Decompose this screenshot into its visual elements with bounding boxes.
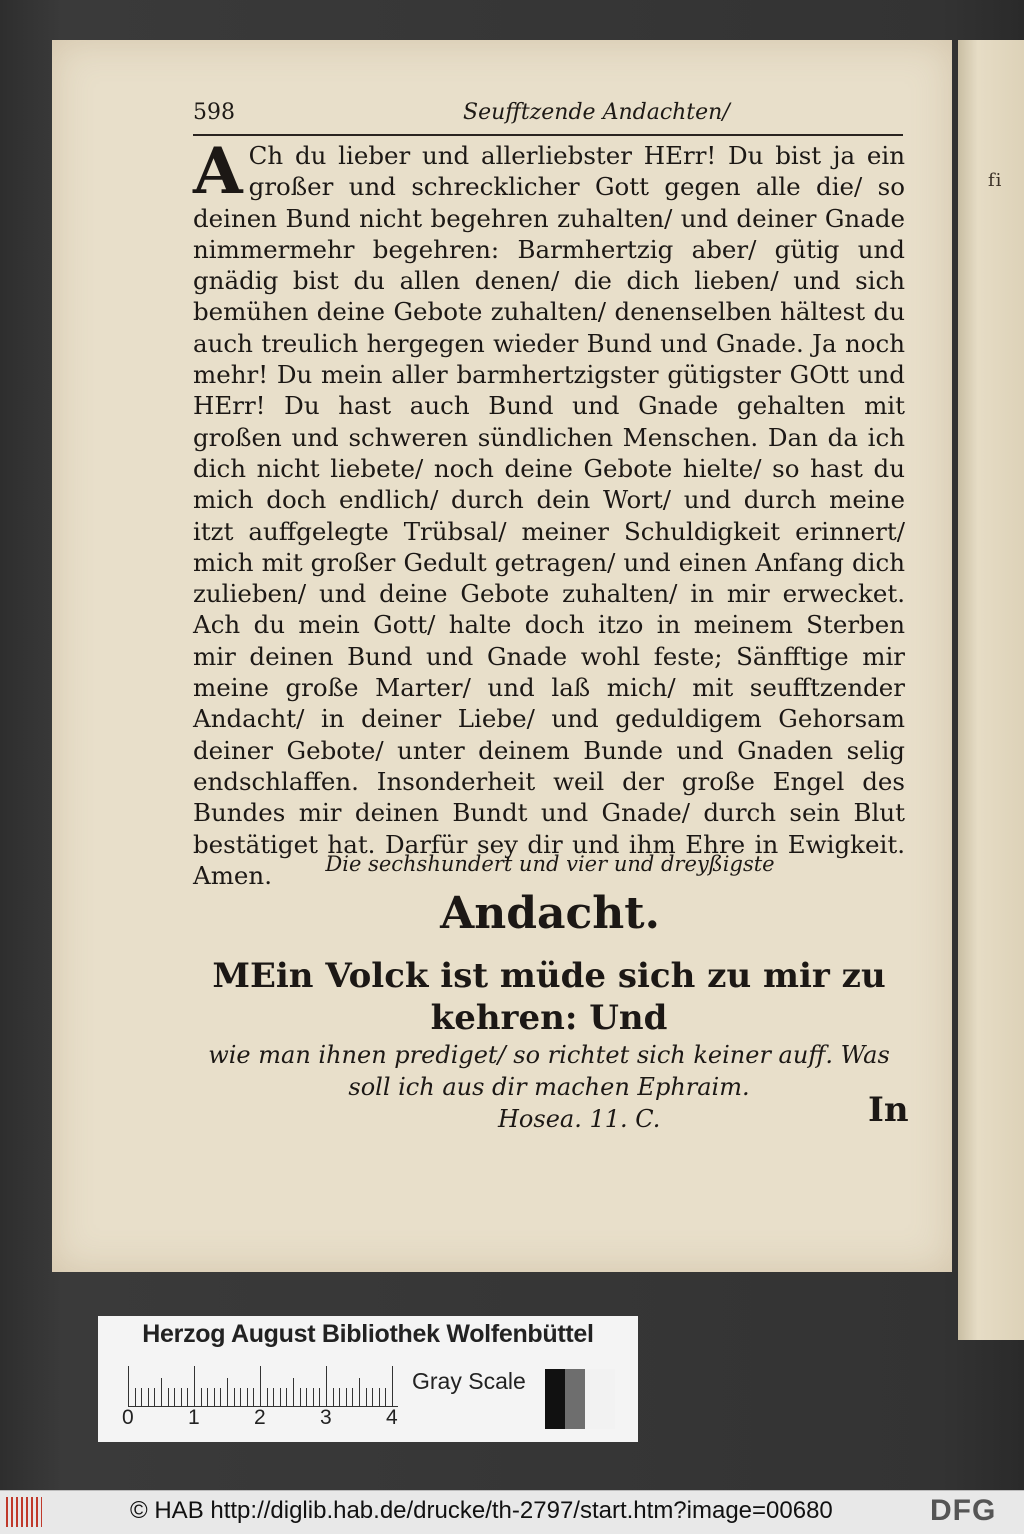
gray-swatch-black xyxy=(545,1369,565,1429)
ruler-tick xyxy=(300,1388,301,1406)
ruler-tick xyxy=(346,1388,347,1406)
ruler-tick xyxy=(253,1388,254,1406)
gray-scale-label: Gray Scale xyxy=(412,1368,526,1394)
ruler-tick xyxy=(201,1388,202,1406)
gray-swatch-mid xyxy=(565,1369,585,1429)
ruler-tick xyxy=(293,1378,294,1406)
ruler-tick xyxy=(366,1388,367,1406)
library-name: Herzog August Bibliothek Wolfenbüttel xyxy=(142,1320,594,1348)
verse-line-1: MEin Volck ist müde sich zu mir zu kehren: Und xyxy=(212,956,886,1038)
bible-verse xyxy=(193,955,905,1135)
ruler-tick xyxy=(273,1388,274,1406)
ruler-tick xyxy=(352,1388,353,1406)
ruler-tick xyxy=(227,1378,228,1406)
page-number: 598 xyxy=(193,100,235,125)
ruler-number: 0 xyxy=(122,1406,134,1429)
verse-line-3: soll ich aus dir machen Ephraim. xyxy=(348,1073,750,1101)
ruler-tick xyxy=(128,1366,129,1406)
ruler-tick xyxy=(135,1388,136,1406)
ruler-tick xyxy=(187,1388,188,1406)
dfg-logo: DFG xyxy=(930,1494,997,1527)
running-title: Seufftzende Andachten/ xyxy=(463,100,730,125)
ruler-tick xyxy=(392,1366,393,1406)
ruler-tick xyxy=(286,1388,287,1406)
drop-cap: A xyxy=(193,134,243,209)
page-header xyxy=(193,100,903,136)
ruler-tick xyxy=(260,1366,261,1406)
ruler-tick xyxy=(174,1388,175,1406)
ruler-tick xyxy=(240,1388,241,1406)
verse-reference: Hosea. 11. C. xyxy=(498,1105,661,1133)
ruler-tick xyxy=(234,1388,235,1406)
ruler-tick xyxy=(333,1388,334,1406)
ruler-tick xyxy=(267,1388,268,1406)
ruler-tick xyxy=(379,1388,380,1406)
ruler-tick xyxy=(372,1388,373,1406)
verse-line-2: wie man ihnen prediget/ so richtet sich keiner auff. Was xyxy=(208,1041,890,1069)
viewer-footer xyxy=(0,1490,1024,1534)
facing-page-text: fi xyxy=(988,170,1003,191)
ruler-number: 2 xyxy=(254,1406,266,1429)
hab-logo-icon xyxy=(6,1497,42,1527)
prayer-text xyxy=(193,134,905,891)
ruler-tick xyxy=(168,1388,169,1406)
ruler-tick xyxy=(280,1388,281,1406)
ruler-tick xyxy=(359,1378,360,1406)
section-title: Andacht. xyxy=(440,888,660,939)
ruler-tick xyxy=(326,1366,327,1406)
gray-swatch-white xyxy=(585,1369,615,1429)
ruler-tick xyxy=(385,1388,386,1406)
copyright-link[interactable]: © HAB http://diglib.hab.de/drucke/th-2797/start.htm?image=00680 xyxy=(130,1497,833,1524)
ruler-tick xyxy=(306,1388,307,1406)
ruler-tick xyxy=(247,1388,248,1406)
ruler-number: 4 xyxy=(386,1406,398,1429)
ruler xyxy=(128,1366,398,1407)
catchword: In xyxy=(868,1090,909,1130)
ruler-tick xyxy=(181,1388,182,1406)
facing-page-edge xyxy=(958,40,1024,1340)
prayer-body: Ch du lieber und allerliebster HErr! Du bist ja ein großer und schrecklicher Gott gegen alle die/ so deinen Bund nicht begehren zuhalten/ und deiner Gnade nimmermehr begehren: Barmhertzig aber/ gütig und gnädig bist du allen denen/ die dich lieben/ und sich bemühen deine Gebote zuhalten/ denenselben hältest du auch treulich hergegen wieder Bund und Gnade. Ja noch mehr! Du mein aller barmhertzigster gütigster GOtt und HErr! Du hast auch Bund und Gnade gehalten mit großen und schweren sündlichen Menschen. Dan da ich dich nicht liebete/ noch deine Gebote hielte/ so hast du mich doch endlich/ durch dein Wort/ und durch meine itzt auffgelegte Trübsal/ meiner Schuldigkeit erinnert/ mich mit großer Gedult getragen/ und einen Anfang dich zulieben/ und deine Gebote zuhalten/ in mir erwecket. Ach du mein Gott/ halte doch itzo in meinem Sterben mir deinen Bund und Gnade wohl feste; Sänfftige mir meine große Marter/ und laß mich/ mit seufftzender Andacht/ in deiner Liebe/ und geduldigem Gehorsam deiner Gebote/ unter deinem Bunde und Gnaden selig endschlaffen. Insonderheit weil der große Engel des Bundes mir deinen Bundt und Gnade/ durch sein Blut bestätiget hat. Darfür sey dir und ihm Ehre in Ewigkeit. Amen. xyxy=(193,141,905,890)
ruler-tick xyxy=(207,1388,208,1406)
ruler-number: 1 xyxy=(188,1406,200,1429)
ruler-tick xyxy=(194,1366,195,1406)
ruler-tick xyxy=(220,1388,221,1406)
ruler-tick xyxy=(319,1388,320,1406)
ruler-number: 3 xyxy=(320,1406,332,1429)
ruler-tick xyxy=(214,1388,215,1406)
ruler-tick xyxy=(154,1388,155,1406)
ruler-tick xyxy=(141,1388,142,1406)
ruler-tick xyxy=(313,1388,314,1406)
ruler-tick xyxy=(339,1388,340,1406)
section-heading: Die sechshundert und vier und dreyßigste xyxy=(325,852,775,876)
ruler-tick xyxy=(148,1388,149,1406)
ruler-tick xyxy=(161,1378,162,1406)
